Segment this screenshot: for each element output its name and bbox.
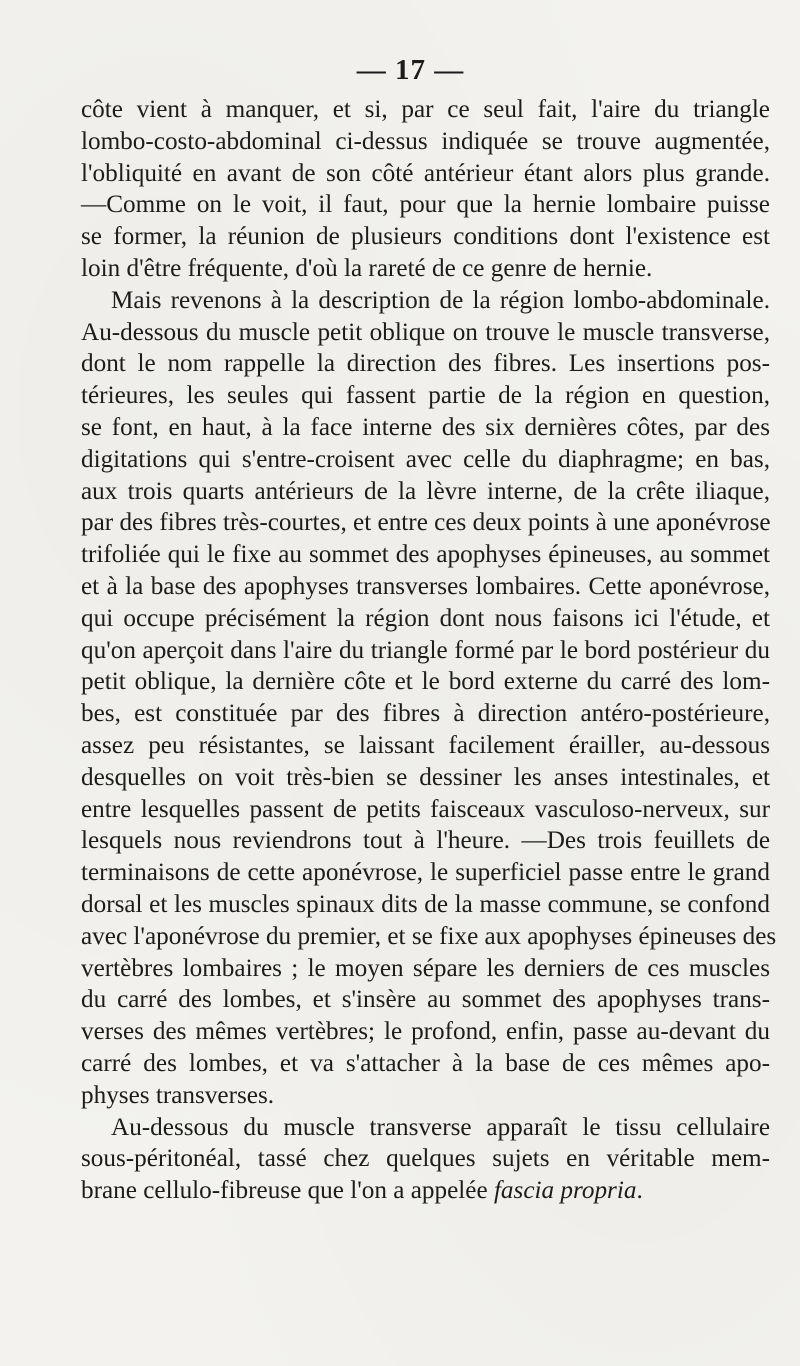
text-line: assez peu résistantes, se laissant facilement érailler, au-dessous [81, 731, 770, 759]
text-line: bes, est constituée par des fibres à direction antéro-postérieure, [81, 700, 770, 728]
text-line: desquelles on voit très-bien se dessiner les anses intestinales, et [81, 763, 770, 791]
italic-term: fascia propria [493, 1177, 637, 1205]
text-line-last [81, 1175, 770, 1207]
text-line: physes transverses. [81, 1081, 275, 1109]
text-line: térieures, les seules qui fassent partie de la région en question, [81, 382, 770, 410]
text-fragment: . [636, 1177, 643, 1205]
text-line: lesquels nous reviendrons tout à l'heure. —Des trois feuillets de [81, 827, 770, 855]
text-line: loin d'être fréquente, d'où la rareté de ce genre de hernie. [81, 254, 653, 282]
text-line: dorsal et les muscles spinaux dits de la masse commune, se confond [81, 890, 770, 918]
text-line: carré des lombes, et va s'attacher à la base de ces mêmes apo- [81, 1049, 770, 1077]
text-line: Mais revenons à la description de la région lombo-abdominale. [111, 286, 770, 314]
text-line: l'obliquité en avant de son côté antérieur étant alors plus grande. [81, 159, 770, 187]
text-line: se font, en haut, à la face interne des six dernières côtes, par des [81, 413, 770, 441]
paragraph-1 [81, 94, 770, 285]
text-line: Au-dessous du muscle petit oblique on trouve le muscle transverse, [81, 318, 770, 346]
text-line: par des fibres très-courtes, et entre ces deux points à une aponévrose [81, 509, 771, 537]
text-line: qui occupe précisément la région dont nous faisons ici l'étude, et [81, 604, 770, 632]
text-line: côte vient à manquer, et si, par ce seul fait, l'aire du triangle [81, 96, 770, 123]
paragraph-2 [81, 285, 777, 1112]
text-line: sous-péritonéal, tassé chez quelques sujets en véritable mem- [81, 1145, 770, 1173]
text-line: —Comme on le voit, il faut, pour que la hernie lombaire puisse [81, 191, 770, 219]
text-line: digitations qui s'entre-croisent avec celle du diaphragme; en bas, [81, 445, 770, 473]
text-line: avec l'aponévrose du premier, et se fixe aux apophyses épineuses des [81, 922, 777, 950]
body-text [81, 94, 777, 1207]
text-line: trifoliée qui le fixe au sommet des apophyses épineuses, au sommet [81, 541, 770, 569]
text-line: lombo-costo-abdominal ci-dessus indiquée se trouve augmentée, [81, 127, 770, 155]
paragraph-3 [81, 1112, 770, 1207]
text-line: et à la base des apophyses transverses lombaires. Cette aponévrose, [81, 572, 770, 600]
text-line: qu'on aperçoit dans l'aire du triangle formé par le bord postérieur du [81, 636, 770, 664]
text-line: entre lesquelles passent de petits faisceaux vasculoso-nerveux, sur [81, 795, 770, 823]
text-line: verses des mêmes vertèbres; le profond, enfin, passe au-devant du [81, 1018, 770, 1046]
text-line: dont le nom rappelle la direction des fibres. Les insertions pos- [81, 350, 770, 378]
text-line: terminaisons de cette aponévrose, le superficiel passe entre le grand [81, 859, 770, 887]
text-line: aux trois quarts antérieurs de la lèvre interne, de la crête iliaque, [81, 477, 770, 505]
text-line: du carré des lombes, et s'insère au sommet des apophyses trans- [81, 986, 770, 1014]
text-line: vertèbres lombaires ; le moyen sépare les derniers de ces muscles [81, 954, 770, 982]
text-line: se former, la réunion de plusieurs conditions dont l'existence est [81, 223, 770, 251]
text-line: petit oblique, la dernière côte et le bord externe du carré des lom- [81, 668, 770, 696]
text-fragment: brane cellulo-fibreuse que l'on a appelée [81, 1177, 494, 1205]
text-line: Au-dessous du muscle transverse apparaît le tissu cellulaire [111, 1113, 770, 1141]
page-number: — 17 — [356, 54, 465, 86]
